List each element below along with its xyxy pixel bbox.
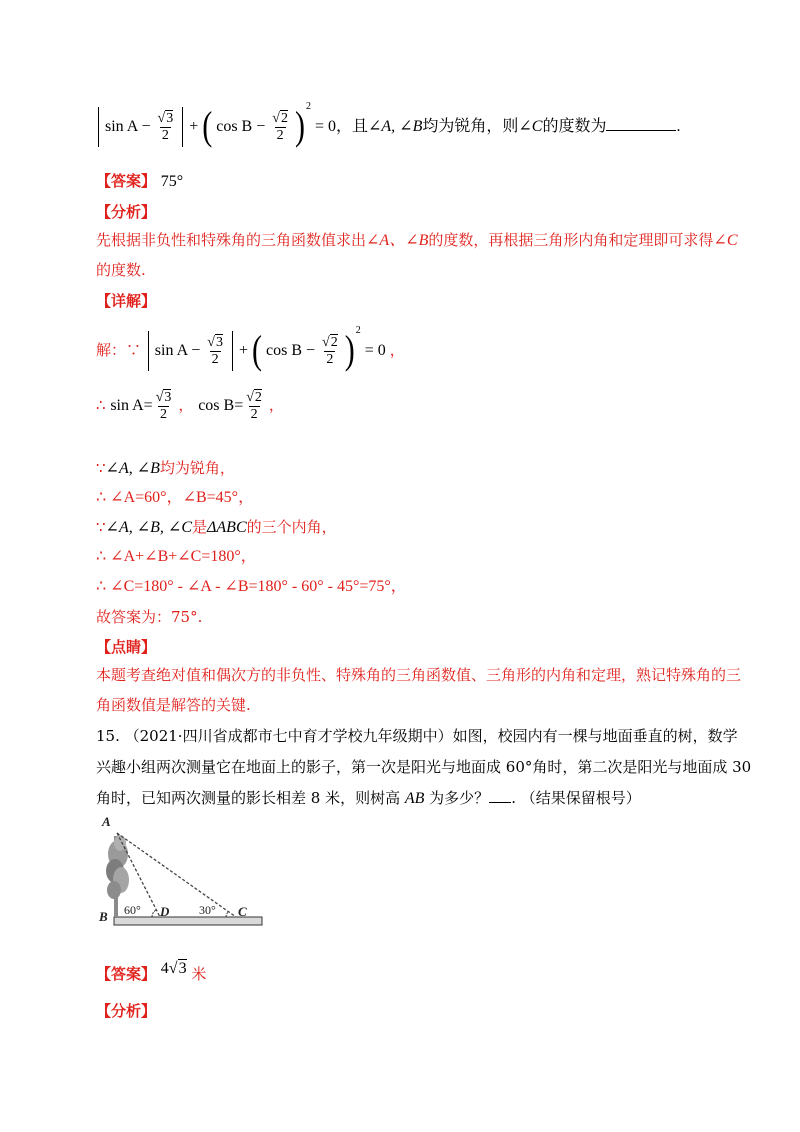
- fraction-denominator: 2: [161, 127, 169, 143]
- answer-value-radical: 4√3: [160, 960, 187, 977]
- detail-line-6: ∴ ∠A+∠B+∠C=180°，: [96, 548, 257, 565]
- answer-blank: [489, 788, 511, 803]
- analysis-text-a: 先根据非负性和特殊角的三角函数值求出: [96, 231, 367, 249]
- answer-unit: 米: [191, 965, 207, 983]
- fraction-denominator: 2: [211, 351, 219, 367]
- fraction-root3-over-2: $\frac{√3}{2}$: [207, 334, 223, 367]
- paren-close: ): [294, 104, 305, 149]
- sin-a-equals: sin A=: [110, 397, 153, 415]
- analysis-text-line-2: 的度数.: [96, 261, 146, 279]
- q15-text-b: 为多少？: [424, 789, 490, 807]
- q15-text-a: 角时，已知两次测量的影长相差 8 米，则树高: [96, 789, 405, 807]
- fraction-denominator: 2: [160, 407, 168, 422]
- label-d: D: [160, 904, 170, 919]
- question-15-line-3: [96, 787, 641, 810]
- detail-line-5: [96, 516, 337, 539]
- dianjing-line-2: 角函数值是解答的关键.: [96, 696, 251, 714]
- plus-sign: +: [189, 118, 199, 135]
- fraction-denominator: 2: [276, 127, 284, 143]
- detail-line1-equation: [146, 325, 390, 373]
- abs-bar-left: [148, 331, 149, 371]
- angle-arc-d: [152, 910, 156, 917]
- separator-2: ，: [268, 396, 284, 415]
- detail-line2-equation: [110, 390, 178, 422]
- detail-line-7: ∴ ∠C=180° - ∠A - ∠B=180° - 60° - 45°=75°，: [96, 578, 407, 595]
- condition-text: ，且: [335, 118, 368, 135]
- fraction-numerator: 2: [330, 334, 338, 350]
- question-15-line-1: 15. （2021·四川省成都市七中育才学校九年级期中）如图，校园内有一棵与地面垂直的树，数学: [96, 727, 738, 745]
- minus-sign: −: [191, 342, 201, 359]
- therefore-symbol: ∴: [96, 396, 106, 415]
- detail-line-1: [96, 320, 405, 371]
- interior-angles-text: 的三个内角，: [246, 518, 337, 536]
- fraction-root3-over-2: $\frac{√3}{2}$: [157, 110, 174, 143]
- tree-foliage: [106, 835, 129, 899]
- answer-line-2: [96, 958, 206, 985]
- fraction-denominator: 2: [250, 407, 258, 422]
- answer-label: 【答案】: [96, 172, 157, 190]
- period: .: [676, 118, 681, 135]
- cos-b-term: cos B: [216, 118, 253, 135]
- detail-line-2: [96, 390, 284, 423]
- fraction-numerator: 2: [254, 390, 262, 405]
- because-symbol: ∵: [96, 518, 106, 536]
- fraction-numerator: 3: [215, 334, 223, 350]
- fraction-denominator: 2: [326, 351, 334, 367]
- paren-open: (: [252, 328, 263, 373]
- analysis-angles-ab: ∠A、∠B: [366, 232, 429, 249]
- ask-text: 的度数为: [542, 118, 607, 135]
- triangle-abc: ΔABC: [207, 519, 247, 536]
- answer-label: 【答案】: [96, 965, 157, 983]
- answer-radicand: 3: [178, 960, 187, 977]
- fraction-root3-over-2: $\frac{√3}{2}$: [155, 390, 172, 422]
- analysis-angle-c: ∠C: [713, 232, 738, 249]
- detail-line-3: [96, 457, 235, 480]
- q15-ab: AB: [404, 790, 425, 807]
- acute-text: 均为锐角，则: [422, 118, 519, 135]
- fraction-root2-over-2: $\frac{√2}{2}$: [272, 110, 288, 143]
- analysis-label-2: 【分析】: [96, 1002, 157, 1020]
- detail-line-8: 故答案为：75°.: [96, 608, 203, 626]
- answer-coef: 4: [160, 960, 169, 977]
- tree-shadow-figure: [96, 816, 271, 932]
- fraction-root2-over-2: $\frac{√2}{2}$: [246, 390, 262, 422]
- angle-arc-c: [226, 912, 228, 917]
- exponent: 2: [355, 325, 361, 336]
- detail-line2-cos: [198, 390, 269, 422]
- paren-open: (: [202, 104, 213, 149]
- cos-b-term: cos B: [266, 342, 303, 359]
- dianjing-line-1: 本题考查绝对值和偶次方的非负性、特殊角的三角函数值、三角形的内角和定理，熟记特殊角的三: [96, 666, 742, 684]
- exponent: 2: [305, 101, 311, 112]
- answer-blank: [606, 116, 676, 131]
- sin-a-term: sin A: [105, 118, 138, 135]
- detail-label-1: 【详解】: [96, 292, 157, 310]
- detail-line1-prefix: 解：∵: [96, 341, 142, 359]
- minus-sign-2: −: [306, 342, 316, 359]
- angle-60-label: 60°: [124, 903, 141, 917]
- detail-line1-suffix: ，: [389, 341, 405, 359]
- equals-zero: = 0: [364, 342, 386, 359]
- abs-bar-right: [182, 107, 183, 147]
- problem-equation-line: [96, 96, 680, 147]
- minus-sign: −: [141, 118, 151, 135]
- is-text: 是: [191, 518, 207, 536]
- equals-zero: = 0: [314, 118, 336, 135]
- angles-a-b: ∠A, ∠B: [367, 118, 423, 135]
- minus-sign-2: −: [256, 118, 266, 135]
- analysis-text-line-1: [96, 229, 737, 252]
- sin-a-term: sin A: [154, 342, 188, 359]
- fraction-numerator: 2: [280, 110, 288, 126]
- fraction-numerator: 3: [164, 390, 172, 405]
- paren-close: ): [344, 328, 355, 373]
- analysis-label-1: 【分析】: [96, 203, 157, 221]
- angle-30-label: 30°: [199, 903, 216, 917]
- question-15-line-2: 兴趣小组两次测量它在地面上的影子，第一次是阳光与地面成 60°角时，第二次是阳光与地面成 30: [96, 758, 752, 776]
- label-a: A: [102, 816, 111, 829]
- separator: ，: [178, 396, 194, 415]
- because-symbol: ∵: [96, 459, 106, 477]
- detail-line-4: ∴ ∠A=60°，∠B=45°，: [96, 489, 255, 506]
- analysis-text-c: 的度数，再根据三角形内角和定理即可求得: [428, 231, 714, 249]
- label-b: B: [99, 909, 108, 924]
- angles-a-b: ∠A, ∠B: [105, 460, 160, 477]
- q15-text-c: . （结果保留根号）: [511, 789, 641, 807]
- acute-text: 均为锐角，: [159, 459, 235, 477]
- angle-c: ∠C: [518, 118, 543, 135]
- dianjing-label-1: 【点睛】: [96, 638, 157, 656]
- fraction-numerator: 3: [166, 110, 174, 126]
- answer-value: 75°: [160, 173, 184, 190]
- label-c: C: [238, 904, 247, 919]
- cos-b-equals: cos B=: [198, 397, 244, 415]
- abs-bar-left: [98, 107, 99, 147]
- fraction-root2-over-2: $\frac{√2}{2}$: [322, 334, 338, 367]
- plus-sign: +: [238, 342, 249, 359]
- abs-bar-right: [232, 331, 233, 371]
- answer-line-1: [96, 170, 183, 193]
- angles-a-b-c: ∠A, ∠B, ∠C: [105, 519, 192, 536]
